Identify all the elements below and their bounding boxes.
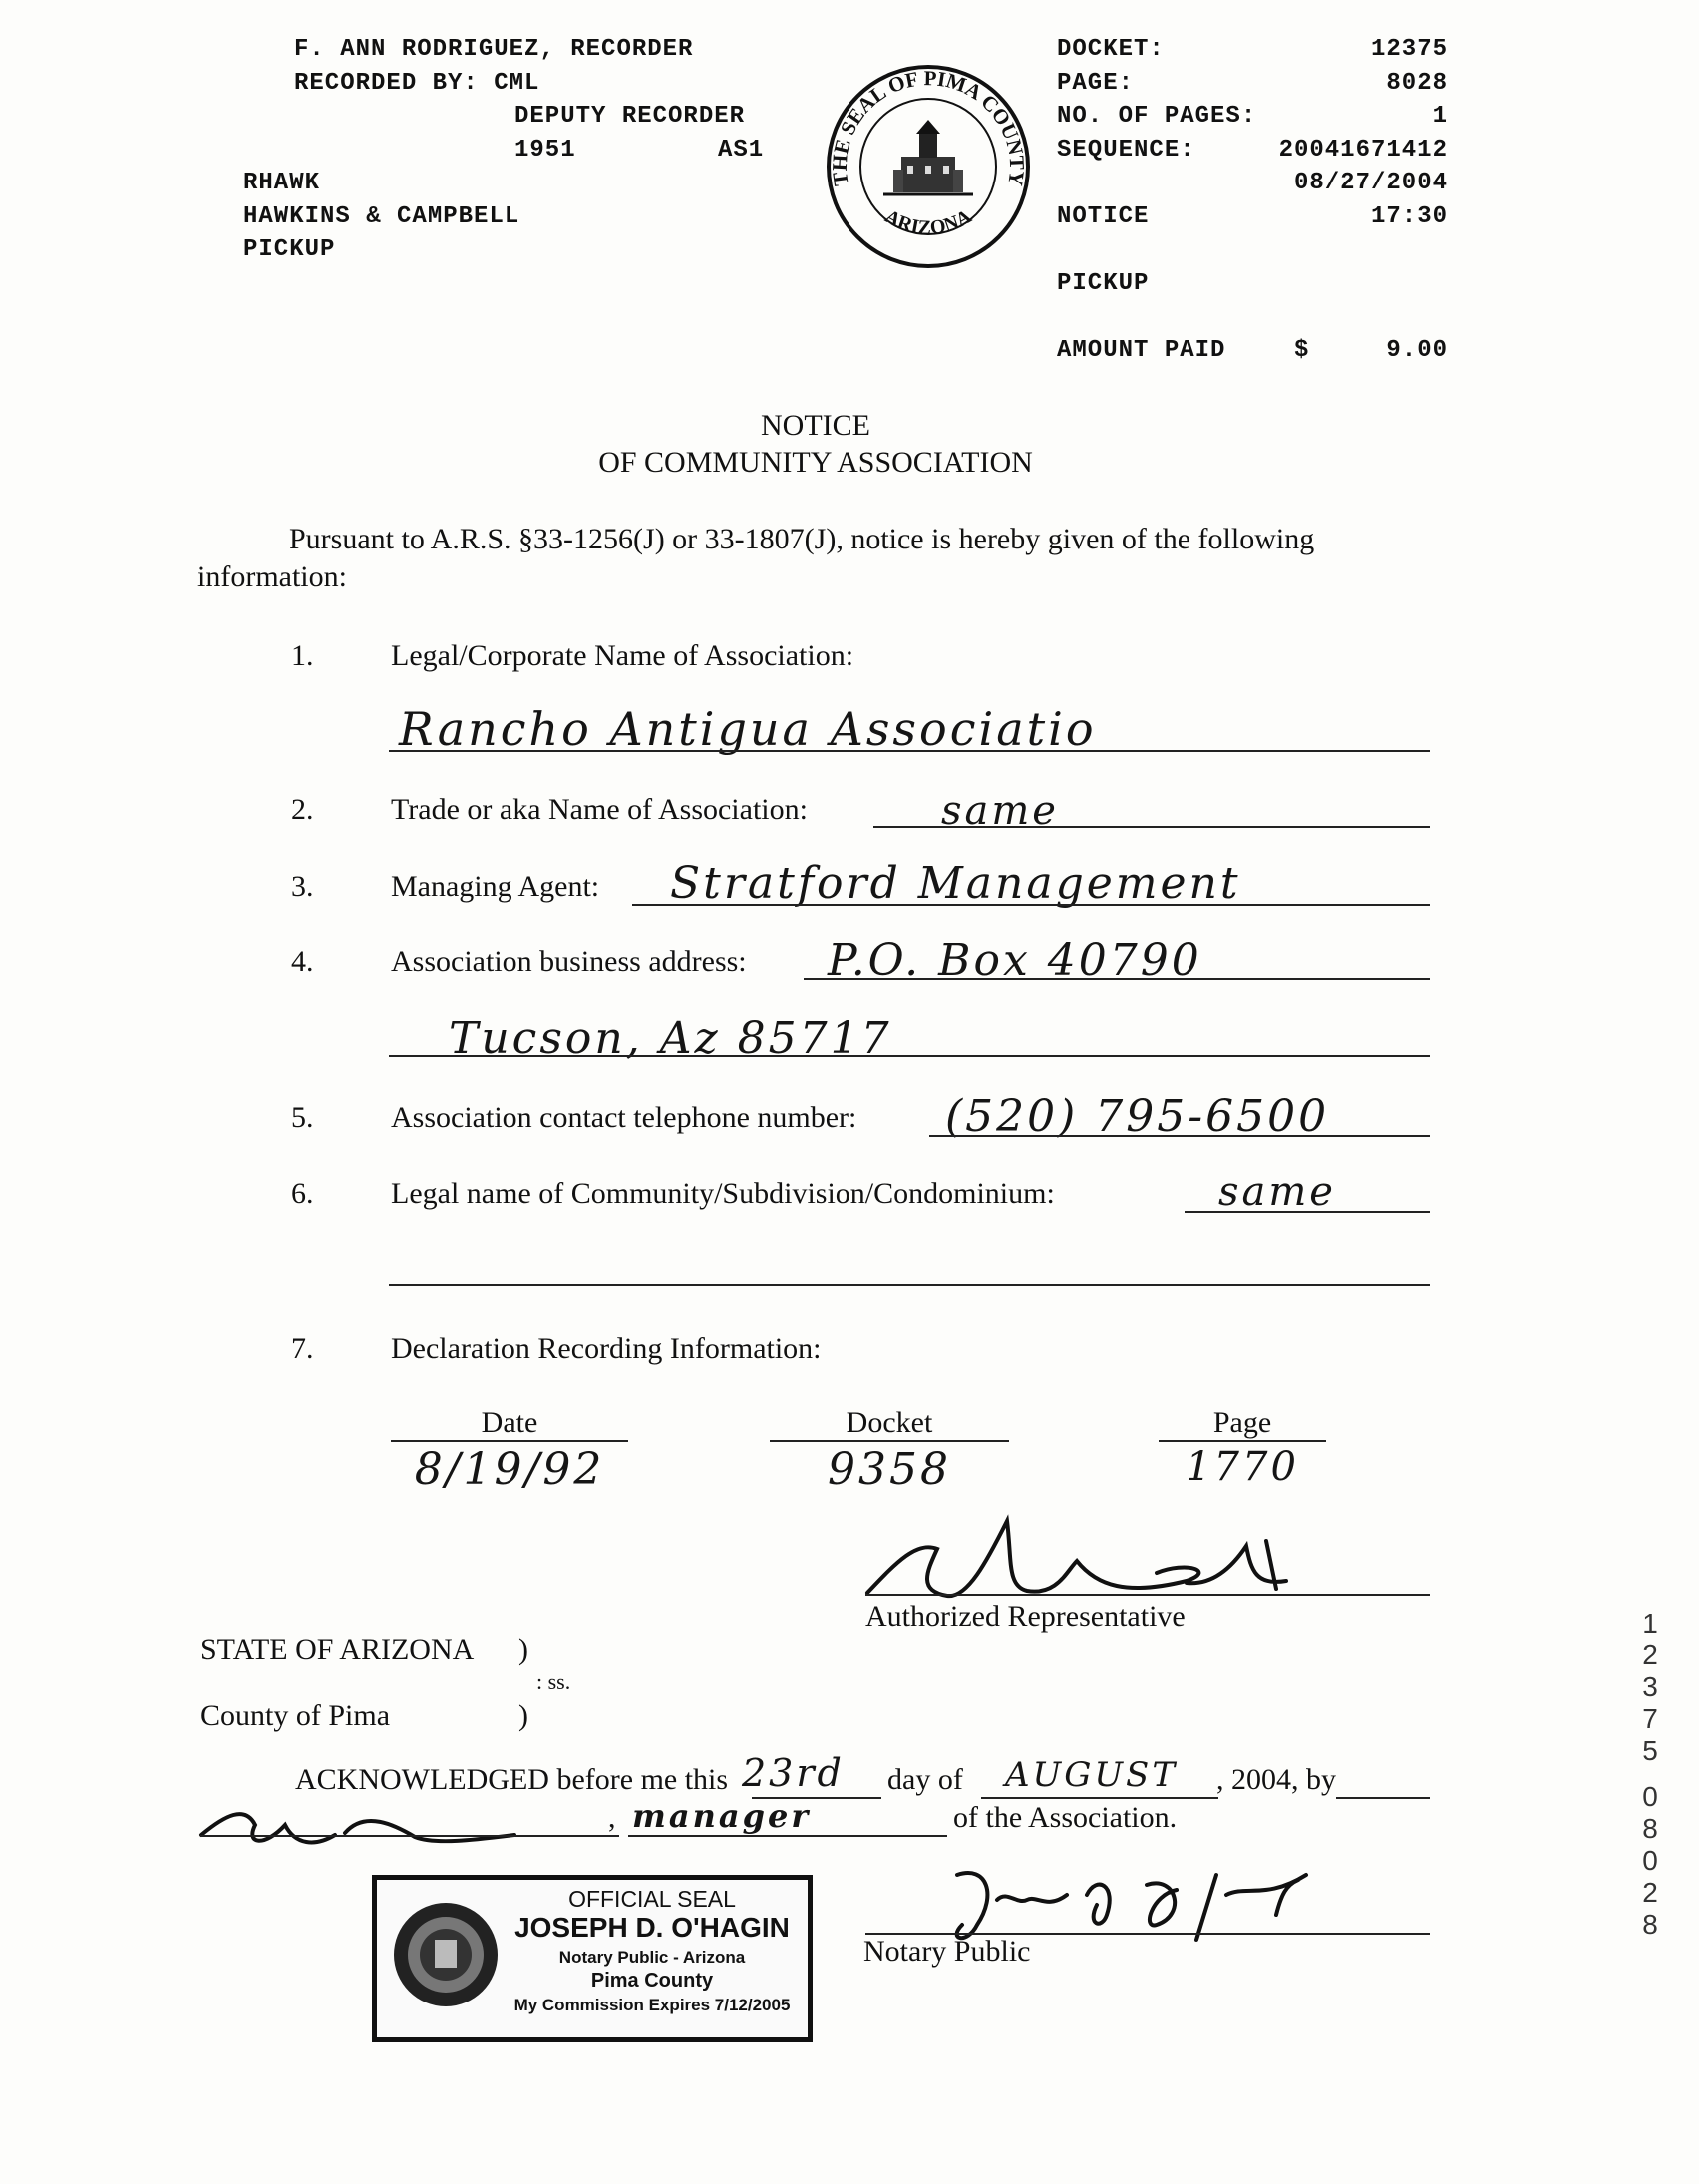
ack-comma: , bbox=[608, 1801, 616, 1834]
ack-text-4: of the Association. bbox=[953, 1801, 1178, 1834]
side-digit: 2 bbox=[1642, 1639, 1658, 1670]
side-digit: 8 bbox=[1642, 1909, 1658, 1940]
item-1-number: 1. bbox=[291, 639, 314, 672]
ack-by-line bbox=[1336, 1797, 1430, 1799]
ack-month-line bbox=[981, 1797, 1218, 1799]
docket-value: 12375 bbox=[1370, 36, 1448, 63]
item-1-value: Rancho Antigua Associatio bbox=[399, 702, 1097, 756]
item-3-label: Managing Agent: bbox=[391, 870, 600, 903]
submitter-line-3: PICKUP bbox=[243, 236, 336, 263]
pima-county-seal bbox=[824, 62, 1033, 271]
item-3-underline bbox=[632, 904, 1430, 906]
page-label: PAGE: bbox=[1057, 70, 1135, 97]
side-gap bbox=[1635, 1767, 1665, 1781]
seal-bottom-text: ARIZONA bbox=[880, 205, 976, 239]
pages-label: NO. OF PAGES: bbox=[1057, 103, 1257, 130]
ack-day-value: 23rd bbox=[742, 1751, 845, 1795]
ss-label: : ss. bbox=[536, 1669, 571, 1694]
item-4-label: Association business address: bbox=[391, 945, 747, 978]
item-3-number: 3. bbox=[291, 870, 314, 903]
recording-page-line bbox=[1159, 1440, 1326, 1442]
notary-seal-line-5: My Commission Expires 7/12/2005 bbox=[513, 1996, 791, 2014]
seal-top-text: THE SEAL OF PIMA COUNTY bbox=[827, 66, 1030, 187]
item-4-underline-2 bbox=[389, 1055, 1430, 1057]
side-digit: 3 bbox=[1642, 1671, 1658, 1702]
deputy-recorder: DEPUTY RECORDER bbox=[514, 103, 746, 130]
item-6-label: Legal name of Community/Subdivision/Condominium: bbox=[391, 1177, 1055, 1210]
recording-docket-value: 9358 bbox=[828, 1444, 951, 1495]
title-line-1: NOTICE bbox=[761, 409, 870, 442]
recording-docket-line bbox=[770, 1440, 1009, 1442]
ack-text-1: ACKNOWLEDGED before me this bbox=[295, 1763, 729, 1796]
item-4-value-line-2: Tucson, Az 85717 bbox=[449, 1013, 892, 1064]
ack-signer-signature bbox=[195, 1795, 534, 1859]
item-2-underline bbox=[873, 826, 1430, 828]
recording-date-line bbox=[391, 1440, 628, 1442]
notary-official-seal bbox=[372, 1875, 813, 2042]
item-6-underline-2 bbox=[389, 1284, 1430, 1286]
item-5-number: 5. bbox=[291, 1101, 314, 1134]
item-5-label: Association contact telephone number: bbox=[391, 1101, 857, 1134]
item-7-label: Declaration Recording Information: bbox=[391, 1332, 822, 1365]
sequence-label: SEQUENCE: bbox=[1057, 137, 1195, 164]
side-digit: 1 bbox=[1642, 1608, 1658, 1638]
ack-signer-line bbox=[200, 1835, 619, 1837]
notary-seal-line-2: JOSEPH D. O'HAGIN bbox=[514, 1912, 790, 1943]
county-label: County of Pima bbox=[200, 1699, 391, 1732]
state-paren: ) bbox=[518, 1634, 528, 1666]
notary-public-label: Notary Public bbox=[863, 1935, 1031, 1968]
ack-text-3: , 2004, by bbox=[1216, 1763, 1336, 1796]
ack-month-value: AUGUST bbox=[1005, 1755, 1178, 1795]
county-paren: ) bbox=[518, 1699, 528, 1732]
recorded-by: RECORDED BY: CML bbox=[294, 70, 540, 97]
item-4-value-line-1: P.O. Box 40790 bbox=[828, 935, 1202, 986]
notary-seal-line-1: OFFICIAL SEAL bbox=[568, 1886, 736, 1912]
pickup-label: PICKUP bbox=[1057, 270, 1150, 297]
item-2-number: 2. bbox=[291, 793, 314, 826]
side-digit: 5 bbox=[1642, 1735, 1658, 1766]
recorder-name: F. ANN RODRIGUEZ, RECORDER bbox=[294, 36, 694, 63]
item-1-underline bbox=[389, 750, 1430, 752]
recording-page-label: Page bbox=[1212, 1406, 1272, 1439]
sequence-value: 20041671412 bbox=[1278, 137, 1448, 164]
ack-title-line bbox=[628, 1835, 947, 1837]
pages-value: 1 bbox=[1432, 103, 1448, 130]
item-5-underline bbox=[929, 1135, 1430, 1137]
authorized-representative-label: Authorized Representative bbox=[865, 1600, 1186, 1633]
page-value: 8028 bbox=[1386, 70, 1448, 97]
state-label: STATE OF ARIZONA bbox=[200, 1634, 475, 1666]
intro-line-1: Pursuant to A.R.S. §33-1256(J) or 33-1807(J), notice is hereby given of the following bbox=[289, 523, 1315, 555]
notice-label: NOTICE bbox=[1057, 203, 1150, 230]
recorder-code-2: AS1 bbox=[718, 137, 765, 164]
ack-text-2: day of bbox=[887, 1763, 963, 1796]
submitter-line-1: RHAWK bbox=[243, 170, 321, 196]
side-digit: 8 bbox=[1642, 1813, 1658, 1844]
recording-page-value: 1770 bbox=[1186, 1444, 1299, 1490]
recording-docket-label: Docket bbox=[846, 1406, 933, 1439]
recording-date-label: Date bbox=[481, 1406, 538, 1439]
currency-symbol: $ bbox=[1294, 337, 1310, 364]
side-docket-page-number bbox=[1635, 1608, 1665, 1941]
county-seal-icon bbox=[824, 62, 1033, 271]
svg-text:ARIZONA bbox=[881, 205, 976, 239]
ack-title-value: manager bbox=[632, 1797, 812, 1835]
amount-paid-label: AMOUNT PAID bbox=[1057, 337, 1226, 364]
recorded-date: 08/27/2004 bbox=[1293, 170, 1448, 196]
item-6-value: same bbox=[1218, 1169, 1336, 1215]
recorded-time: 17:30 bbox=[1370, 203, 1448, 230]
docket-label: DOCKET: bbox=[1057, 36, 1165, 63]
authorized-signature-line bbox=[865, 1594, 1430, 1596]
notary-seal-line-4: Pima County bbox=[590, 1970, 714, 1992]
submitter-line-2: HAWKINS & CAMPBELL bbox=[243, 203, 520, 230]
item-6-underline-1 bbox=[1185, 1211, 1430, 1213]
item-6-number: 6. bbox=[291, 1177, 314, 1210]
item-5-value: (520) 795-6500 bbox=[945, 1091, 1330, 1142]
arizona-state-seal-icon bbox=[391, 1900, 501, 2009]
intro-line-2: information: bbox=[197, 560, 347, 593]
item-2-value: same bbox=[941, 788, 1059, 834]
item-2-label: Trade or aka Name of Association: bbox=[391, 793, 808, 826]
item-4-number: 4. bbox=[291, 945, 314, 978]
recorder-code-1: 1951 bbox=[514, 137, 576, 164]
item-4-underline-1 bbox=[804, 978, 1430, 980]
amount-paid-value: 9.00 bbox=[1386, 337, 1448, 364]
side-digit: 7 bbox=[1642, 1703, 1658, 1734]
item-1-label: Legal/Corporate Name of Association: bbox=[391, 639, 854, 672]
side-digit: 0 bbox=[1642, 1781, 1658, 1812]
item-7-number: 7. bbox=[291, 1332, 314, 1365]
side-digit: 2 bbox=[1642, 1877, 1658, 1908]
title-line-2: OF COMMUNITY ASSOCIATION bbox=[598, 446, 1033, 479]
notary-seal-line-3: Notary Public - Arizona bbox=[558, 1948, 746, 1967]
side-digit: 0 bbox=[1642, 1845, 1658, 1876]
recording-date-value: 8/19/92 bbox=[414, 1444, 605, 1495]
item-3-value: Stratford Management bbox=[670, 858, 1241, 909]
